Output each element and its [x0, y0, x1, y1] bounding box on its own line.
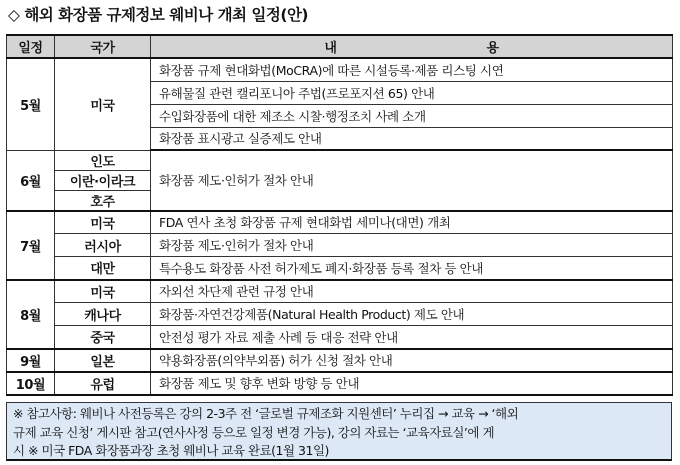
month-cell: 7월 [7, 211, 55, 280]
note-line: 규제 교육 신청’ 게시판 참고(연사사정 등으로 일정 변경 가능), 강의 자료는 ‘교육자료실’에 게 [13, 424, 495, 440]
country-cell: 이란·이라크 [55, 170, 151, 190]
country-cell: 대만 [55, 257, 151, 280]
item-cell: 화장품 제도·인허가 절차 안내 [151, 150, 673, 211]
country-cell: 호주 [55, 190, 151, 211]
table-row [7, 150, 673, 170]
country-cell: 미국 [55, 211, 151, 234]
country-cell: 미국 [55, 280, 151, 303]
month-cell: 8월 [7, 280, 55, 349]
table-row [7, 280, 673, 303]
month-cell: 6월 [7, 150, 55, 211]
item-cell: 화장품·자연건강제품(Natural Health Product) 제도 안내 [151, 303, 673, 326]
country-cell: 유럽 [55, 372, 151, 395]
table-row [7, 326, 673, 349]
table-row [7, 211, 673, 234]
table-row [7, 349, 673, 372]
table-row [7, 234, 673, 257]
item-cell: 화장품 규제 현대화법(MoCRA)에 따른 시설등록·제품 리스팅 시연 [151, 58, 673, 81]
header-country: 국가 [55, 35, 151, 58]
table-row [7, 372, 673, 395]
item-cell: 화장품 표시광고 실증제도 안내 [151, 127, 673, 150]
header-content: 내 용 [151, 35, 673, 58]
country-cell: 러시아 [55, 234, 151, 257]
reference-note [6, 402, 672, 461]
page-title: ◇ 해외 화장품 규제정보 웨비나 개최 일정(안) [8, 6, 309, 24]
month-cell: 9월 [7, 349, 55, 372]
month-cell: 10월 [7, 372, 55, 395]
table-row [7, 58, 673, 81]
country-cell: 인도 [55, 150, 151, 170]
country-cell: 캐나다 [55, 303, 151, 326]
country-cell: 미국 [55, 58, 151, 150]
table-header-row [7, 35, 673, 58]
item-cell: 안전성 평가 자료 제출 사례 등 대응 전략 안내 [151, 326, 673, 349]
header-month: 일정 [7, 35, 55, 58]
schedule-table [6, 34, 673, 396]
item-cell: 화장품 제도·인허가 절차 안내 [151, 234, 673, 257]
table-row [7, 303, 673, 326]
country-cell: 일본 [55, 349, 151, 372]
item-cell: 수입화장품에 대한 제조소 시찰·행정조치 사례 소개 [151, 104, 673, 127]
note-line: 시 ※ 미국 FDA 화장품과장 초청 웨비나 교육 완료(1월 31일) [13, 443, 329, 458]
item-cell: 특수용도 화장품 사전 허가제도 폐지·화장품 등록 절차 등 안내 [151, 257, 673, 280]
note-line: ※ 참고사항: 웨비나 사전등록은 강의 2-3주 전 ‘글로벌 규제조화 지원센터’ 누리집 → 교육 → ‘해외 [13, 406, 519, 421]
table-row [7, 257, 673, 280]
item-cell: 유해물질 관련 캘리포니아 주법(프로포지션 65) 안내 [151, 81, 673, 104]
item-cell: 자외선 차단제 관련 규정 안내 [151, 280, 673, 303]
item-cell: FDA 연사 초청 화장품 규제 현대화법 세미나(대면) 개최 [151, 211, 673, 234]
country-cell: 중국 [55, 326, 151, 349]
item-cell: 화장품 제도 및 향후 변화 방향 등 안내 [151, 372, 673, 395]
month-cell: 5월 [7, 58, 55, 150]
item-cell: 약용화장품(의약부외품) 허가 신청 절차 안내 [151, 349, 673, 372]
